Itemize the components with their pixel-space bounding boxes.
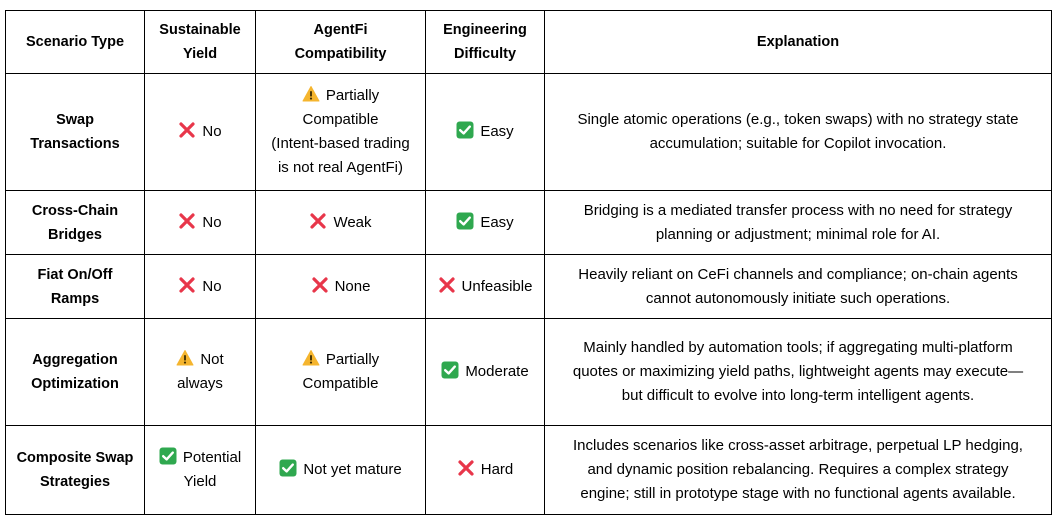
yield-cell: No <box>145 74 256 191</box>
table-row <box>6 74 1052 191</box>
difficulty-cell: Moderate <box>426 319 545 426</box>
cross-mark-icon <box>311 276 329 294</box>
header-scenario-type: Scenario Type <box>6 11 145 74</box>
yield-cell: Not always <box>145 319 256 426</box>
compatibility-cell: Partially Compatible (Intent-based trading is not real AgentFi) <box>256 74 426 191</box>
cross-mark-icon <box>438 276 456 294</box>
compatibility-cell: Not yet mature <box>256 426 426 515</box>
table-row <box>6 191 1052 255</box>
header-engineering-difficulty: Engineering Difficulty <box>426 11 545 74</box>
compatibility-cell: None <box>256 255 426 319</box>
scenario-cell: Aggregation Optimization <box>6 319 145 426</box>
explanation-cell: Bridging is a mediated transfer process with no need for strategy planning or adjustment; minimal role for AI. <box>545 191 1052 255</box>
scenario-cell: Composite Swap Strategies <box>6 426 145 515</box>
table-header-row <box>6 11 1052 74</box>
difficulty-cell: Unfeasible <box>426 255 545 319</box>
yield-cell: Potential Yield <box>145 426 256 515</box>
cross-mark-icon <box>309 212 327 230</box>
compatibility-cell: Partially Compatible <box>256 319 426 426</box>
table-row <box>6 426 1052 515</box>
explanation-cell: Single atomic operations (e.g., token swaps) with no strategy state accumulation; suitable for Copilot invocation. <box>545 74 1052 191</box>
check-mark-icon <box>456 212 474 230</box>
difficulty-cell: Easy <box>426 191 545 255</box>
explanation-cell: Heavily reliant on CeFi channels and compliance; on-chain agents cannot autonomously initiate such operations. <box>545 255 1052 319</box>
explanation-cell: Mainly handled by automation tools; if aggregating multi-platform quotes or maximizing yield paths, lightweight agents may execute— but difficult to evolve into long-term intelligent agents. <box>545 319 1052 426</box>
header-explanation: Explanation <box>545 11 1052 74</box>
cross-mark-icon <box>178 121 196 139</box>
cross-mark-icon <box>178 212 196 230</box>
scenario-cell: Swap Transactions <box>6 74 145 191</box>
scenario-comparison-table <box>5 10 1052 515</box>
table-row <box>6 319 1052 426</box>
table-row <box>6 255 1052 319</box>
warning-icon <box>302 85 320 103</box>
difficulty-cell: Hard <box>426 426 545 515</box>
header-agentfi-compatibility: AgentFi Compatibility <box>256 11 426 74</box>
check-mark-icon <box>441 361 459 379</box>
warning-icon <box>176 349 194 367</box>
yield-cell: No <box>145 255 256 319</box>
compatibility-cell: Weak <box>256 191 426 255</box>
cross-mark-icon <box>178 276 196 294</box>
check-mark-icon <box>279 459 297 477</box>
header-sustainable-yield: Sustainable Yield <box>145 11 256 74</box>
check-mark-icon <box>159 447 177 465</box>
warning-icon <box>302 349 320 367</box>
cross-mark-icon <box>457 459 475 477</box>
difficulty-cell: Easy <box>426 74 545 191</box>
scenario-cell: Fiat On/Off Ramps <box>6 255 145 319</box>
yield-cell: No <box>145 191 256 255</box>
check-mark-icon <box>456 121 474 139</box>
explanation-cell: Includes scenarios like cross-asset arbitrage, perpetual LP hedging, and dynamic position rebalancing. Requires a complex strategy engine; still in prototype stage with no functional agents available. <box>545 426 1052 515</box>
scenario-cell: Cross-Chain Bridges <box>6 191 145 255</box>
